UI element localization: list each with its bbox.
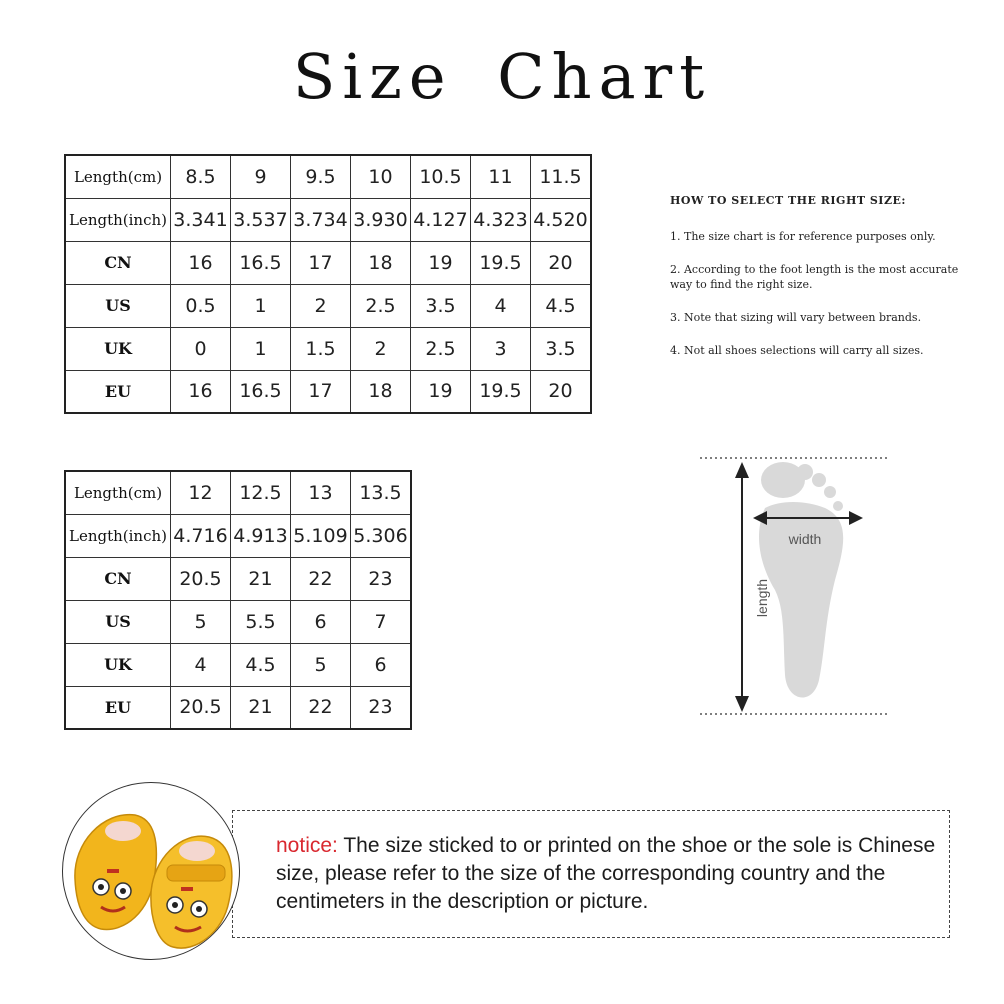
right-shoe bbox=[151, 836, 232, 948]
length-arrow-head-bottom bbox=[735, 696, 749, 712]
table-cell: 4.913 bbox=[231, 514, 291, 557]
table-cell: 21 bbox=[231, 686, 291, 729]
table-cell: 3.734 bbox=[291, 198, 351, 241]
table-cell: 10.5 bbox=[411, 155, 471, 198]
table-row bbox=[65, 155, 591, 198]
table-cell: 23 bbox=[351, 686, 412, 729]
table-row bbox=[65, 557, 411, 600]
table-cell: 5.109 bbox=[291, 514, 351, 557]
table-cell: 9.5 bbox=[291, 155, 351, 198]
size-guide-item: 4. Not all shoes selections will carry all sizes. bbox=[670, 344, 924, 357]
length-label: length bbox=[754, 578, 770, 618]
table-cell: 19.5 bbox=[471, 370, 531, 413]
length-arrow-head-top bbox=[735, 462, 749, 478]
table-row bbox=[65, 241, 591, 284]
row-label: UK bbox=[65, 327, 171, 370]
table-cell: 18 bbox=[351, 370, 411, 413]
table-row bbox=[65, 327, 591, 370]
table-cell: 23 bbox=[351, 557, 412, 600]
table-cell: 4.716 bbox=[171, 514, 231, 557]
baby-shoes-image bbox=[63, 783, 239, 959]
row-label: US bbox=[65, 284, 171, 327]
table-cell: 1.5 bbox=[291, 327, 351, 370]
table-cell: 20 bbox=[531, 370, 592, 413]
table-row bbox=[65, 198, 591, 241]
left-shoe bbox=[75, 815, 156, 930]
size-table-1 bbox=[64, 154, 592, 414]
size-guide-item: 3. Note that sizing will vary between brands. bbox=[670, 311, 922, 324]
table-cell: 8.5 bbox=[171, 155, 231, 198]
table-cell: 3.537 bbox=[231, 198, 291, 241]
table-cell: 3 bbox=[471, 327, 531, 370]
size-table-2 bbox=[64, 470, 412, 730]
table-cell: 20.5 bbox=[171, 557, 231, 600]
table-row bbox=[65, 514, 411, 557]
table-cell: 4.520 bbox=[531, 198, 592, 241]
table-cell: 10 bbox=[351, 155, 411, 198]
table-cell: 18 bbox=[351, 241, 411, 284]
notice-text bbox=[276, 832, 936, 916]
table-cell: 12.5 bbox=[231, 471, 291, 514]
table-cell: 5 bbox=[171, 600, 231, 643]
notice-body: The size sticked to or printed on the shoe or the sole is Chinese size, please refer to the size of the corresponding country and the centimeters in the description or picture. bbox=[276, 834, 936, 913]
table-cell: 19.5 bbox=[471, 241, 531, 284]
width-arrow-head-left bbox=[753, 511, 767, 525]
size-guide-item: 1. The size chart is for reference purposes only. bbox=[670, 230, 936, 243]
table-cell: 19 bbox=[411, 370, 471, 413]
table-cell: 0.5 bbox=[171, 284, 231, 327]
row-label: CN bbox=[65, 557, 171, 600]
row-label: EU bbox=[65, 370, 171, 413]
table-cell: 5 bbox=[291, 643, 351, 686]
table-row bbox=[65, 600, 411, 643]
table-cell: 11.5 bbox=[531, 155, 592, 198]
table-cell: 6 bbox=[351, 643, 412, 686]
table-cell: 5.306 bbox=[351, 514, 412, 557]
table-cell: 3.5 bbox=[531, 327, 592, 370]
table-cell: 16.5 bbox=[231, 370, 291, 413]
table-cell: 20.5 bbox=[171, 686, 231, 729]
table-cell: 20 bbox=[531, 241, 592, 284]
table-cell: 6 bbox=[291, 600, 351, 643]
table-cell: 0 bbox=[171, 327, 231, 370]
table-row bbox=[65, 284, 591, 327]
table-cell: 19 bbox=[411, 241, 471, 284]
table-cell: 17 bbox=[291, 370, 351, 413]
table-cell: 16.5 bbox=[231, 241, 291, 284]
table-cell: 2.5 bbox=[351, 284, 411, 327]
table-cell: 22 bbox=[291, 557, 351, 600]
table-cell: 12 bbox=[171, 471, 231, 514]
table-cell: 4.323 bbox=[471, 198, 531, 241]
row-label: Length(cm) bbox=[65, 471, 171, 514]
table-cell: 3.341 bbox=[171, 198, 231, 241]
row-label: US bbox=[65, 600, 171, 643]
shoe-photo-circle bbox=[62, 782, 240, 960]
table-cell: 2 bbox=[291, 284, 351, 327]
row-label: Length(inch) bbox=[65, 514, 171, 557]
table-cell: 3.5 bbox=[411, 284, 471, 327]
table-cell: 2.5 bbox=[411, 327, 471, 370]
table-row bbox=[65, 471, 411, 514]
table-row bbox=[65, 643, 411, 686]
table-cell: 2 bbox=[351, 327, 411, 370]
table-cell: 7 bbox=[351, 600, 412, 643]
table-cell: 22 bbox=[291, 686, 351, 729]
table-cell: 17 bbox=[291, 241, 351, 284]
table-cell: 5.5 bbox=[231, 600, 291, 643]
table-cell: 4 bbox=[471, 284, 531, 327]
table-cell: 4 bbox=[171, 643, 231, 686]
row-label: CN bbox=[65, 241, 171, 284]
table-cell: 4.127 bbox=[411, 198, 471, 241]
row-label: EU bbox=[65, 686, 171, 729]
table-cell: 11 bbox=[471, 155, 531, 198]
table-row bbox=[65, 686, 411, 729]
table-cell: 21 bbox=[231, 557, 291, 600]
table-cell: 4.5 bbox=[231, 643, 291, 686]
table-cell: 9 bbox=[231, 155, 291, 198]
table-cell: 16 bbox=[171, 241, 231, 284]
size-guide-item: 2. According to the foot length is the most accurate way to find the right size. bbox=[670, 263, 959, 291]
width-arrow-head-right bbox=[849, 511, 863, 525]
foot-measurement-diagram bbox=[695, 450, 895, 720]
table-cell: 4.5 bbox=[531, 284, 592, 327]
row-label: Length(cm) bbox=[65, 155, 171, 198]
table-cell: 1 bbox=[231, 327, 291, 370]
foot-icon bbox=[759, 462, 843, 698]
row-label: UK bbox=[65, 643, 171, 686]
size-guide-heading: HOW TO SELECT THE RIGHT SIZE: bbox=[670, 194, 906, 207]
table-row bbox=[65, 370, 591, 413]
table-cell: 13.5 bbox=[351, 471, 412, 514]
table-cell: 16 bbox=[171, 370, 231, 413]
row-label: Length(inch) bbox=[65, 198, 171, 241]
notice-label: notice: bbox=[276, 834, 338, 857]
table-cell: 13 bbox=[291, 471, 351, 514]
page-title: Size Chart bbox=[292, 40, 712, 113]
width-label: width bbox=[788, 531, 822, 547]
size-guide bbox=[670, 194, 990, 376]
table-cell: 1 bbox=[231, 284, 291, 327]
table-cell: 3.930 bbox=[351, 198, 411, 241]
